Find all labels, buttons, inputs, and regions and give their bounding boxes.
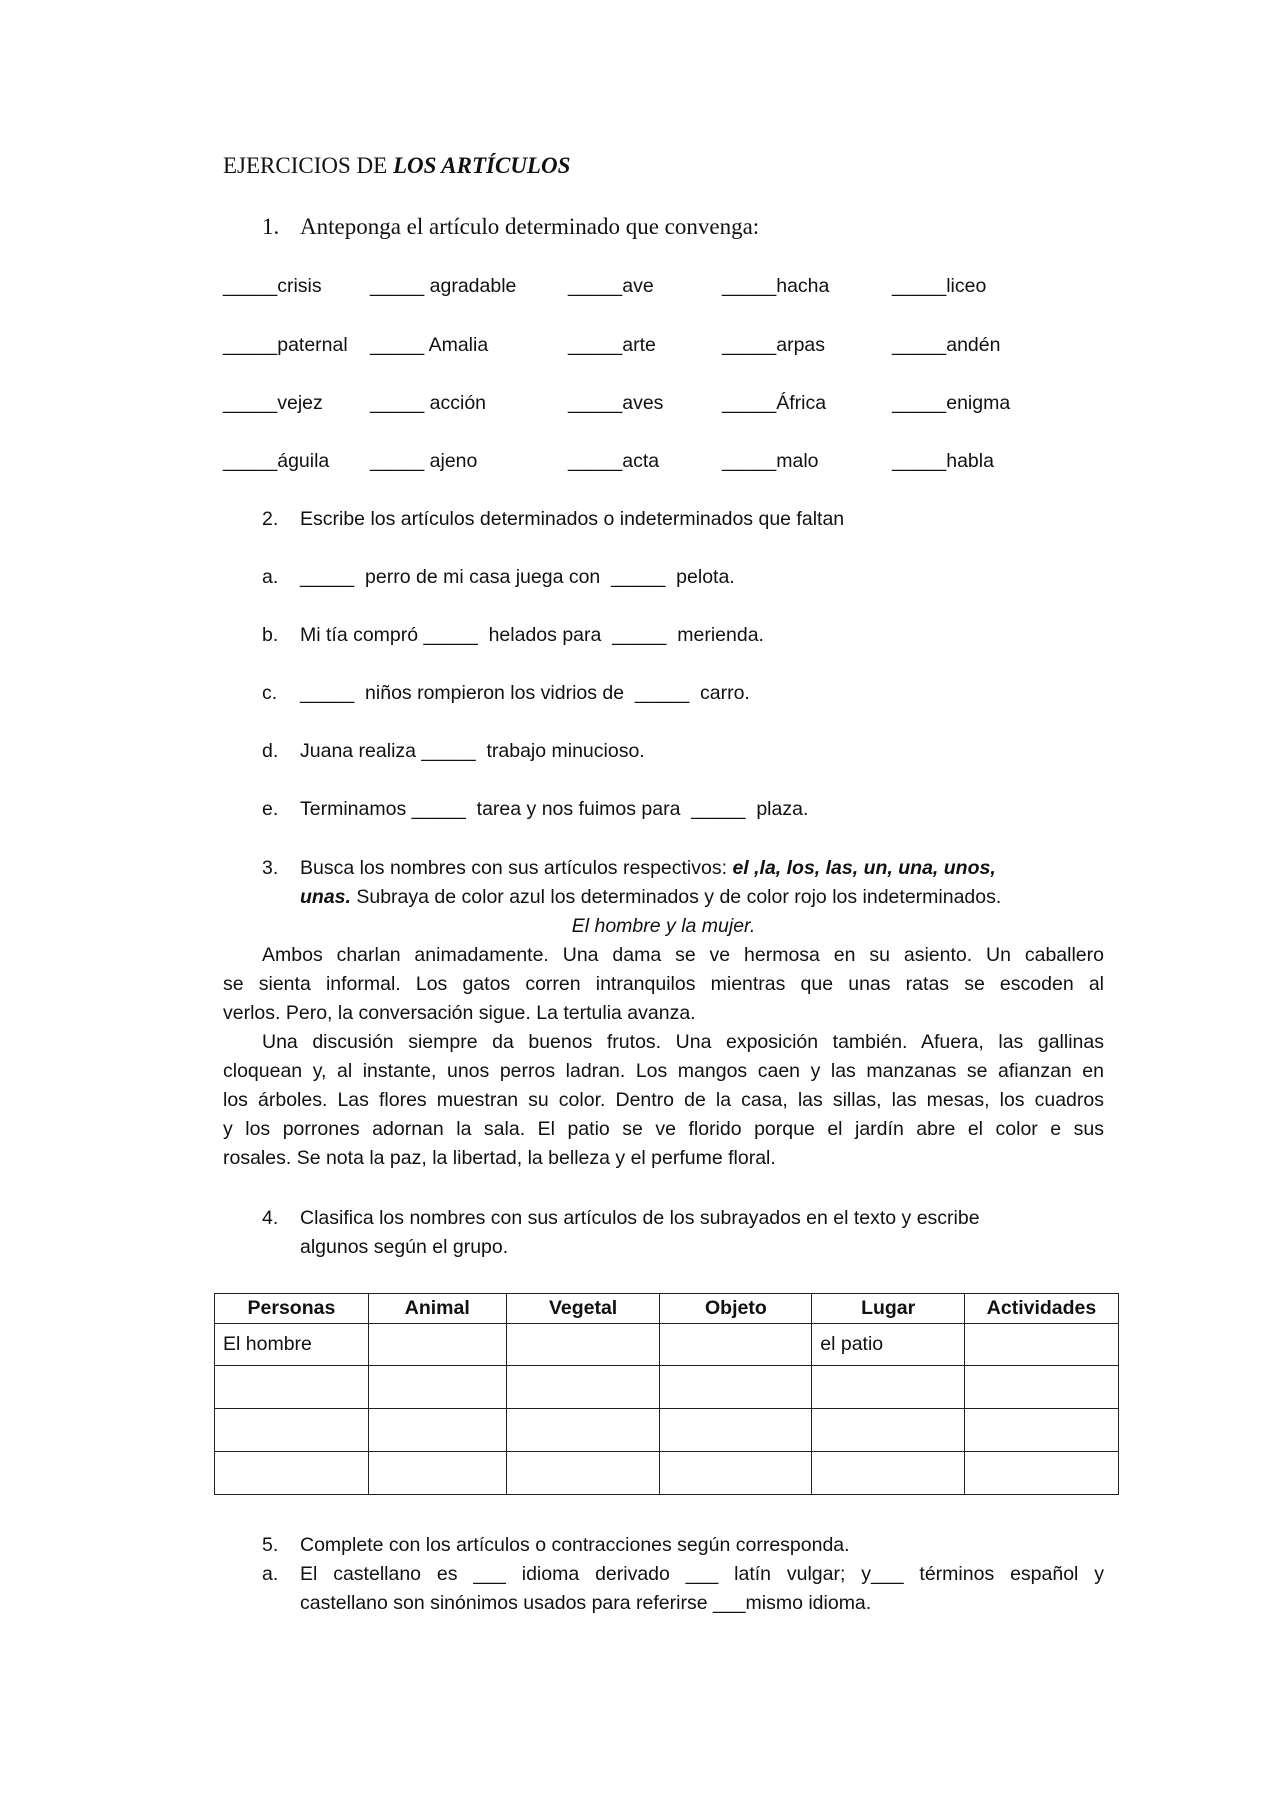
exercise-3-number: 3. (262, 857, 279, 879)
fill-in-word[interactable]: _____habla (892, 450, 994, 472)
table-cell[interactable] (812, 1452, 965, 1495)
story-line: los árboles. Las flores muestran su color. Dentro de la casa, las sillas, las mesas, los cuadros (223, 1089, 1104, 1111)
fill-in-word[interactable]: _____águila (223, 450, 330, 472)
exercise-5-item-line2: castellano son sinónimos usados para referirse ___mismo idioma. (300, 1592, 872, 1614)
exercise-3-text: Busca los nombres con sus artículos respectivos: (300, 857, 733, 879)
table-cell[interactable] (215, 1366, 369, 1409)
exercise-4-line2: algunos según el grupo. (300, 1236, 509, 1258)
table-header-row (215, 1294, 1119, 1324)
table-row (215, 1366, 1119, 1409)
fill-in-word[interactable]: _____ave (568, 275, 654, 297)
articles-list: el ,la, los, las, un, una, unos, (732, 857, 996, 879)
fill-in-word[interactable]: _____malo (722, 450, 819, 472)
table-cell[interactable] (215, 1452, 369, 1495)
item-letter: d. (262, 740, 279, 762)
table-cell[interactable] (368, 1366, 506, 1409)
fill-in-word[interactable]: _____acta (568, 450, 660, 472)
header-lugar: Lugar (812, 1294, 965, 1324)
story-line: cloquean y, al instante, unos perros ladran. Los mangos caen y las manzanas se afianzan en (223, 1060, 1104, 1082)
fill-in-sentence[interactable]: Terminamos _____ tarea y nos fuimos para _____ plaza. (300, 798, 809, 820)
story-line: Una discusión siempre da buenos frutos. Una exposición también. Afuera, las gallinas (262, 1031, 1104, 1053)
title-emphasis: LOS ARTÍCULOS (392, 153, 571, 178)
table-cell[interactable] (368, 1409, 506, 1452)
header-actividades: Actividades (965, 1294, 1119, 1324)
fill-in-word[interactable]: _____hacha (722, 275, 830, 297)
fill-in-word[interactable]: _____ acción (370, 392, 487, 414)
fill-in-word[interactable]: _____arpas (722, 334, 826, 356)
fill-in-sentence[interactable]: Mi tía compró _____ helados para _____ merienda. (300, 624, 764, 646)
fill-in-word[interactable]: _____andén (892, 334, 1001, 356)
item-letter: c. (262, 682, 278, 704)
fill-in-word[interactable]: _____vejez (223, 392, 323, 414)
page-title (223, 153, 570, 179)
table-row (215, 1409, 1119, 1452)
table-cell[interactable] (965, 1409, 1119, 1452)
item-letter: e. (262, 798, 279, 820)
fill-in-word[interactable]: _____ agradable (370, 275, 517, 297)
header-vegetal: Vegetal (506, 1294, 660, 1324)
header-personas: Personas (215, 1294, 369, 1324)
fill-in-sentence[interactable]: _____ perro de mi casa juega con _____ pelota. (300, 566, 735, 588)
exercise-5-instruction: Complete con los artículos o contracciones según corresponda. (300, 1534, 850, 1556)
exercise-1-instruction: Anteponga el artículo determinado que convenga: (300, 214, 760, 239)
exercise-4-line1: Clasifica los nombres con sus artículos de los subrayados en el texto y escribe (300, 1207, 980, 1229)
exercise-5-item-line1: El castellano es ___ idioma derivado ___ latín vulgar; y___ términos español y (300, 1563, 1104, 1585)
table-cell[interactable] (965, 1366, 1119, 1409)
table-cell[interactable] (368, 1452, 506, 1495)
story-line: se sienta informal. Los gatos corren intranquilos mientras que unas ratas se escoden al (223, 973, 1104, 995)
exercise-5-number: 5. (262, 1534, 279, 1556)
fill-in-word[interactable]: _____aves (568, 392, 664, 414)
story-line: Ambos charlan animadamente. Una dama se ve hermosa en su asiento. Un caballero (262, 944, 1104, 966)
table-cell[interactable] (368, 1324, 506, 1366)
table-cell[interactable] (965, 1324, 1119, 1366)
exercise-4-number: 4. (262, 1207, 279, 1229)
exercise-3-line1 (300, 857, 996, 880)
exercise-3-line2 (300, 886, 1001, 909)
table-cell[interactable] (506, 1324, 660, 1366)
exercise-3-instruction: Subraya de color azul los determinados y de color rojo los indeterminados. (350, 886, 1002, 908)
table-cell[interactable] (660, 1324, 812, 1366)
exercise-1-number: 1. (262, 214, 280, 239)
story-title: El hombre y la mujer. (571, 915, 756, 937)
fill-in-word[interactable]: _____paternal (223, 334, 348, 356)
table-cell[interactable] (965, 1452, 1119, 1495)
table-cell[interactable] (215, 1409, 369, 1452)
table-cell[interactable] (812, 1366, 965, 1409)
fill-in-word[interactable]: _____arte (568, 334, 656, 356)
fill-in-sentence[interactable]: _____ niños rompieron los vidrios de _____ carro. (300, 682, 750, 704)
fill-in-word[interactable]: _____ ajeno (370, 450, 478, 472)
title-prefix: EJERCICIOS DE (223, 153, 393, 178)
header-objeto: Objeto (660, 1294, 812, 1324)
classification-table (214, 1293, 1119, 1495)
story-line: rosales. Se nota la paz, la libertad, la belleza y el perfume floral. (223, 1147, 776, 1169)
exercise-5-item-letter: a. (262, 1563, 279, 1585)
table-cell[interactable] (506, 1409, 660, 1452)
item-letter: b. (262, 624, 279, 646)
story-line: verlos. Pero, la conversación sigue. La tertulia avanza. (223, 1002, 696, 1024)
table-cell[interactable] (660, 1366, 812, 1409)
table-cell[interactable] (812, 1409, 965, 1452)
fill-in-word[interactable]: _____enigma (892, 392, 1011, 414)
table-row (215, 1324, 1119, 1366)
item-letter: a. (262, 566, 279, 588)
table-cell[interactable] (660, 1409, 812, 1452)
fill-in-sentence[interactable]: Juana realiza _____ trabajo minucioso. (300, 740, 645, 762)
story-line: y los porrones adornan la sala. El patio se ve florido porque el jardín abre el color e sus (223, 1118, 1104, 1140)
fill-in-word[interactable]: _____África (722, 392, 827, 414)
table-cell[interactable] (506, 1366, 660, 1409)
table-cell[interactable]: el patio (812, 1324, 965, 1366)
table-cell[interactable] (660, 1452, 812, 1495)
fill-in-word[interactable]: _____liceo (892, 275, 987, 297)
fill-in-word[interactable]: _____ Amalia (370, 334, 489, 356)
table-cell[interactable]: El hombre (215, 1324, 369, 1366)
header-animal: Animal (368, 1294, 506, 1324)
fill-in-word[interactable]: _____crisis (223, 275, 322, 297)
table-row (215, 1452, 1119, 1495)
table-cell[interactable] (506, 1452, 660, 1495)
articles-list-end: unas. (300, 886, 351, 908)
exercise-2-instruction: Escribe los artículos determinados o indeterminados que faltan (300, 508, 845, 530)
exercise-2-number: 2. (262, 508, 279, 530)
